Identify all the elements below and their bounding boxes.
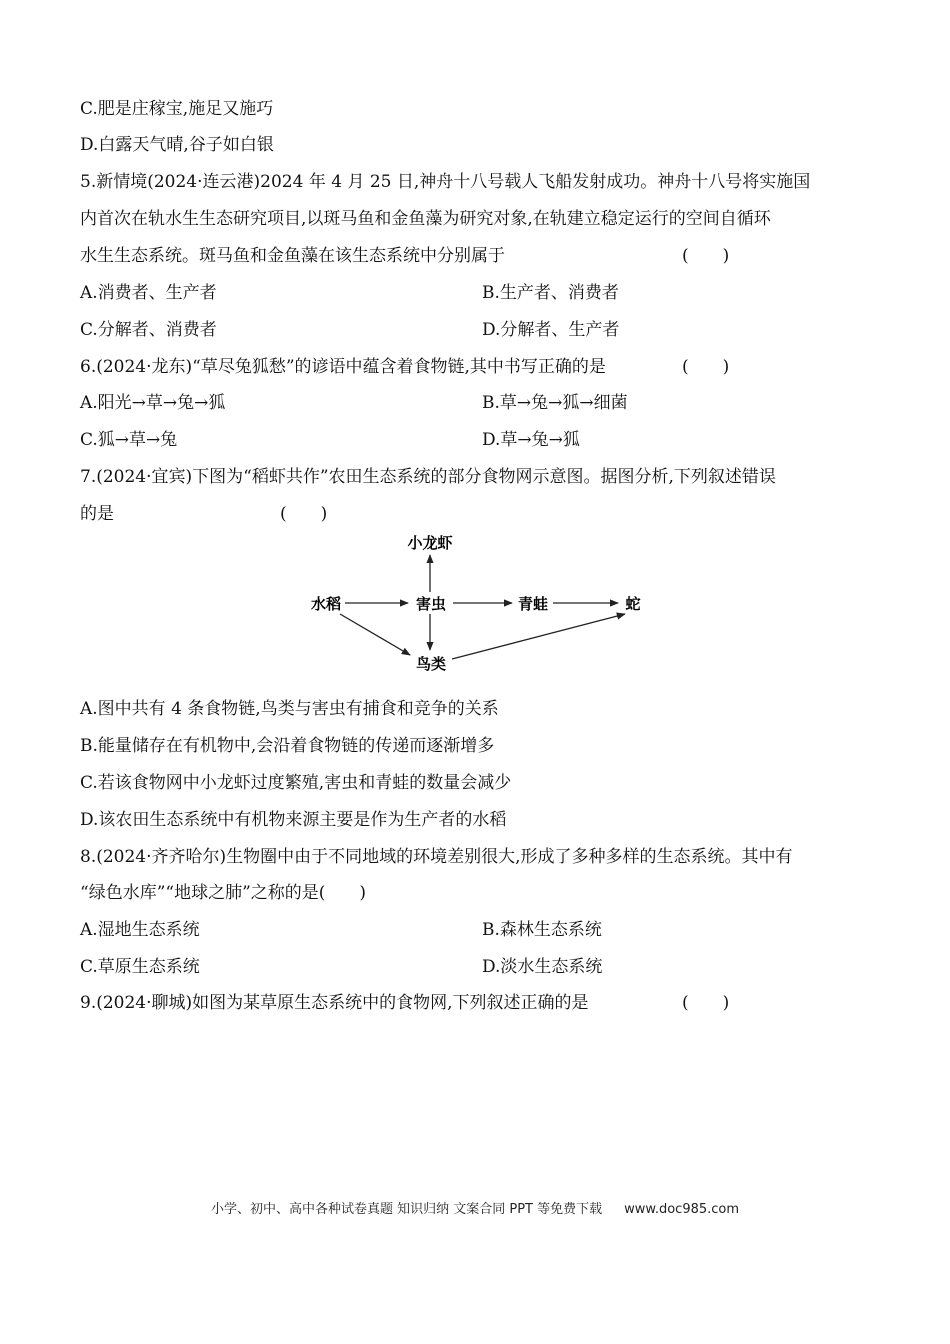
option-7d: D.该农田生态系统中有机物来源主要是作为生产者的水稻 bbox=[80, 810, 507, 830]
option-8a: A.湿地生态系统 bbox=[80, 920, 200, 940]
option-6d: D.草→兔→狐 bbox=[482, 430, 580, 450]
question-5-line-1: 5.新情境(2024·连云港)2024 年 4 月 25 日,神舟十八号载人飞船发射成功。神舟十八号将实施国 bbox=[80, 172, 811, 192]
option-5a: A.消费者、生产者 bbox=[80, 283, 217, 303]
page-footer bbox=[0, 1198, 950, 1217]
question-8-line-1: 8.(2024·齐齐哈尔)生物圈中由于不同地域的环境差别很大,形成了多种多样的生态系统。其中有 bbox=[80, 847, 793, 867]
answer-blank-9: ( ) bbox=[682, 993, 730, 1013]
option-4d: D.白露天气晴,谷子如白银 bbox=[80, 135, 274, 155]
question-8-line-2: “绿色水库”“地球之肺”之称的是( ) bbox=[80, 883, 367, 903]
node-shrimp: 小龙虾 bbox=[407, 534, 453, 552]
question-5-line-2: 内首次在轨水生生态研究项目,以斑马鱼和金鱼藻为研究对象,在轨建立稳定运行的空间自循环 bbox=[80, 209, 771, 229]
option-5d: D.分解者、生产者 bbox=[482, 320, 620, 340]
node-snake: 蛇 bbox=[625, 595, 641, 613]
question-5-line-3: 水生生态系统。斑马鱼和金鱼藻在该生态系统中分别属于 bbox=[80, 246, 505, 266]
footer-text: 小学、初中、高中各种试卷真题 知识归纳 文案合同 PPT 等免费下载 bbox=[210, 1202, 603, 1217]
answer-blank-6: ( ) bbox=[682, 357, 730, 377]
option-6c: C.狐→草→兔 bbox=[80, 430, 178, 450]
footer-site-link[interactable]: www.doc985.com bbox=[624, 1202, 740, 1217]
node-rice: 水稻 bbox=[310, 595, 342, 613]
arrow-bird-to-snake bbox=[452, 614, 625, 659]
answer-blank-7: ( ) bbox=[280, 504, 328, 524]
option-7b: B.能量储存在有机物中,会沿着食物链的传递而逐渐增多 bbox=[80, 736, 495, 756]
option-5c: C.分解者、消费者 bbox=[80, 320, 217, 340]
question-7-line-1: 7.(2024·宜宾)下图为“稻虾共作”农田生态系统的部分食物网示意图。据图分析,下列叙述错误 bbox=[80, 467, 776, 487]
option-8c: C.草原生态系统 bbox=[80, 957, 200, 977]
arrow-rice-to-bird bbox=[340, 614, 410, 655]
option-4c: C.肥是庄稼宝,施足又施巧 bbox=[80, 99, 274, 119]
question-7-line-2: 的是 bbox=[80, 504, 114, 524]
option-6b: B.草→兔→狐→细菌 bbox=[482, 393, 628, 413]
node-bird: 鸟类 bbox=[415, 655, 447, 673]
node-frog: 青蛙 bbox=[517, 595, 549, 613]
question-6-line-1: 6.(2024·龙东)“草尽兔狐愁”的谚语中蕴含着食物链,其中书写正确的是 bbox=[80, 357, 606, 377]
option-8d: D.淡水生态系统 bbox=[482, 957, 603, 977]
option-7a: A.图中共有 4 条食物链,鸟类与害虫有捕食和竞争的关系 bbox=[80, 699, 499, 719]
food-web-diagram bbox=[300, 528, 660, 676]
option-7c: C.若该食物网中小龙虾过度繁殖,害虫和青蛙的数量会减少 bbox=[80, 773, 512, 793]
answer-blank-5: ( ) bbox=[682, 246, 730, 266]
option-6a: A.阳光→草→兔→狐 bbox=[80, 393, 226, 413]
option-5b: B.生产者、消费者 bbox=[482, 283, 619, 303]
question-9-line-1: 9.(2024·聊城)如图为某草原生态系统中的食物网,下列叙述正确的是 bbox=[80, 993, 589, 1013]
option-8b: B.森林生态系统 bbox=[482, 920, 602, 940]
node-pest: 害虫 bbox=[415, 595, 447, 613]
